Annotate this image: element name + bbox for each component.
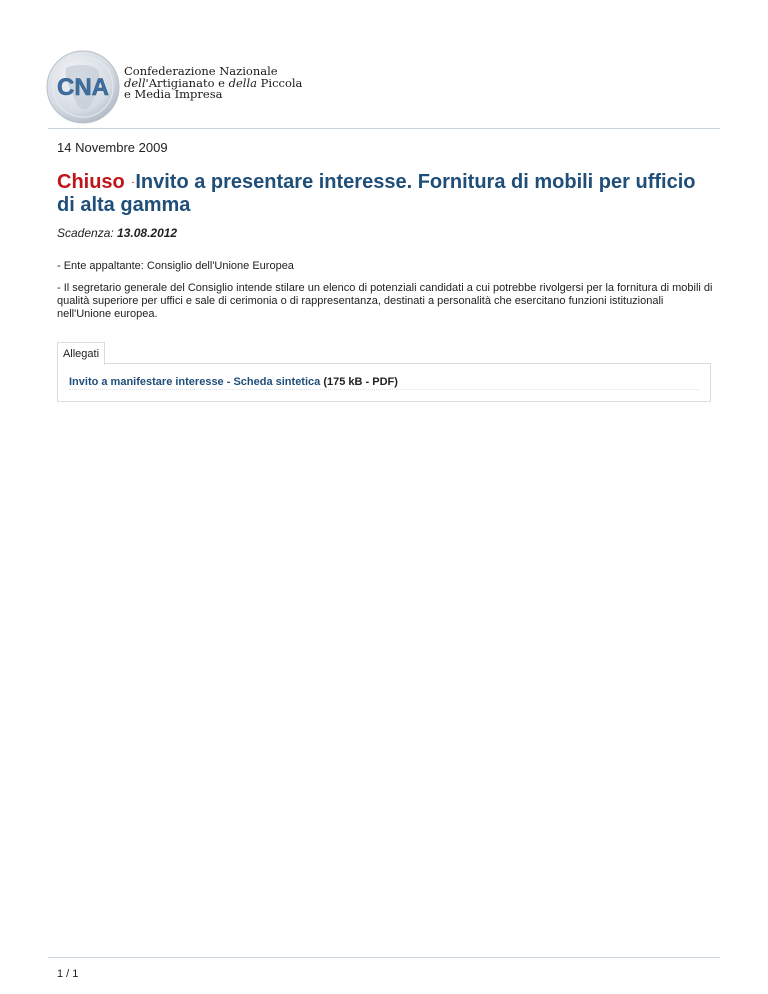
attachments-panel [57, 363, 711, 402]
org-name-line1: Confederazione Nazionale [124, 64, 278, 78]
organization-name [124, 66, 302, 101]
page-number: 1 / 1 [57, 968, 79, 980]
description: - Il segretario generale del Consiglio intende stilare un elenco di potenziali candidati a cui potrebbe rivolgersi per la fornitura di mobili di qualità superiore per uffici e sale di cerimonia o di rappresentanza, destinati a personalità che esercitano funzioni istituzionali nell'Unione europea. [57, 282, 713, 320]
deadline-value: 13.08.2012 [117, 226, 178, 240]
header-divider [48, 128, 720, 129]
title-separator: - [131, 177, 135, 188]
deadline: Scadenza: 13.08.2012 [57, 226, 178, 240]
org-name-line2: dell'Artigianato e della Piccola [124, 75, 303, 90]
status-badge: Chiuso [57, 171, 125, 193]
page-header [0, 0, 768, 130]
page-title [57, 171, 717, 217]
contracting-entity: - Ente appaltante: Consiglio dell'Unione Europea [57, 260, 294, 272]
attachment-link[interactable]: Invito a manifestare interesse - Scheda sintetica [69, 376, 321, 388]
svg-text:CNA: CNA [57, 74, 109, 101]
list-item [69, 376, 699, 390]
attachment-meta: (175 kB - PDF) [320, 376, 398, 388]
tab-attachments[interactable]: Allegati [57, 342, 105, 365]
cna-logo [46, 50, 120, 124]
org-name-line3: e Media Impresa [124, 87, 223, 101]
footer-divider [48, 957, 720, 958]
publication-date: 14 Novembre 2009 [57, 140, 168, 155]
title-text: Invito a presentare interesse. Fornitura di mobili per ufficio di alta gamma [57, 171, 696, 217]
